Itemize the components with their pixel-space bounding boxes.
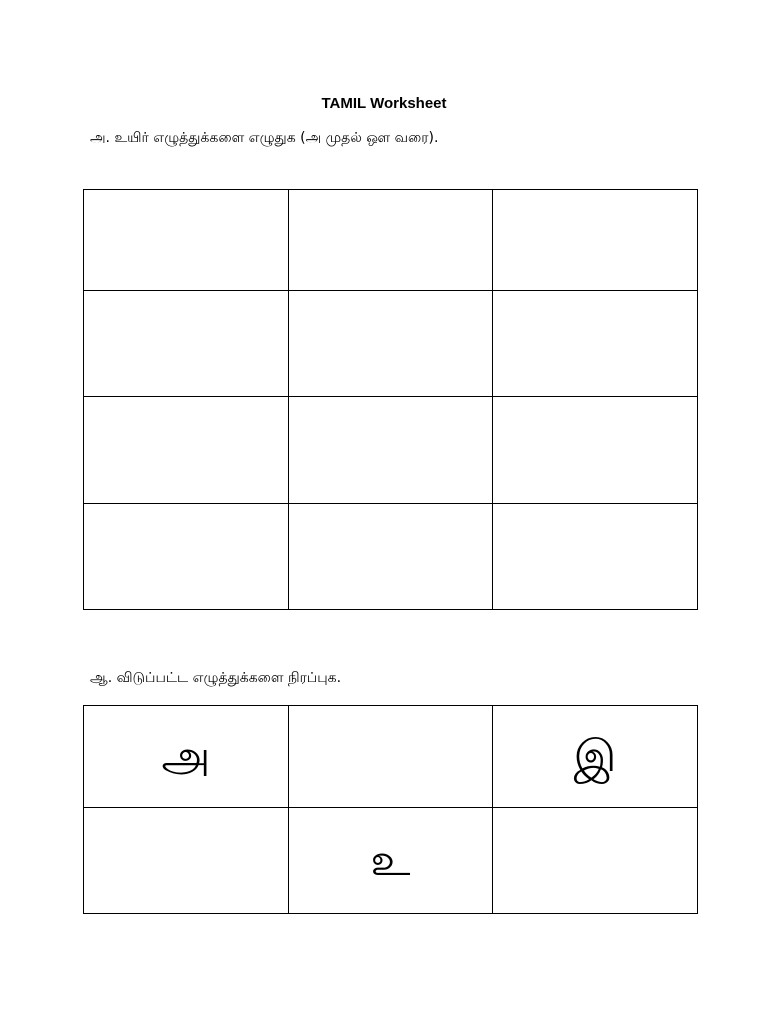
blank-cell[interactable] — [289, 190, 493, 291]
blank-cell[interactable] — [84, 504, 289, 610]
letter-u: உ — [370, 834, 411, 886]
worksheet-title: TAMIL Worksheet — [321, 95, 447, 112]
blank-cell[interactable] — [493, 190, 698, 291]
blank-cell[interactable] — [493, 291, 698, 397]
blank-cell[interactable] — [84, 808, 289, 914]
letter-cell — [84, 706, 289, 808]
fill-missing-letters-grid — [83, 705, 698, 914]
letter-cell — [289, 808, 493, 914]
section-a-instruction: அ. உயிர் எழுத்துக்களை எழுதுக (அ முதல் ஔ வரை). — [90, 130, 439, 146]
section-b-instruction: ஆ. விடுப்பட்ட எழுத்துக்களை நிரப்புக. — [90, 670, 342, 686]
blank-cell[interactable] — [493, 397, 698, 504]
blank-cell[interactable] — [289, 504, 493, 610]
blank-cell[interactable] — [289, 706, 493, 808]
blank-cell[interactable] — [493, 504, 698, 610]
blank-cell[interactable] — [84, 190, 289, 291]
letter-cell — [493, 706, 698, 808]
blank-cell[interactable] — [84, 291, 289, 397]
letter-i: இ — [573, 730, 617, 782]
blank-cell[interactable] — [289, 291, 493, 397]
letter-a: அ — [161, 730, 211, 782]
blank-cell[interactable] — [84, 397, 289, 504]
vowel-writing-grid — [83, 189, 698, 610]
blank-cell[interactable] — [493, 808, 698, 914]
blank-cell[interactable] — [289, 397, 493, 504]
